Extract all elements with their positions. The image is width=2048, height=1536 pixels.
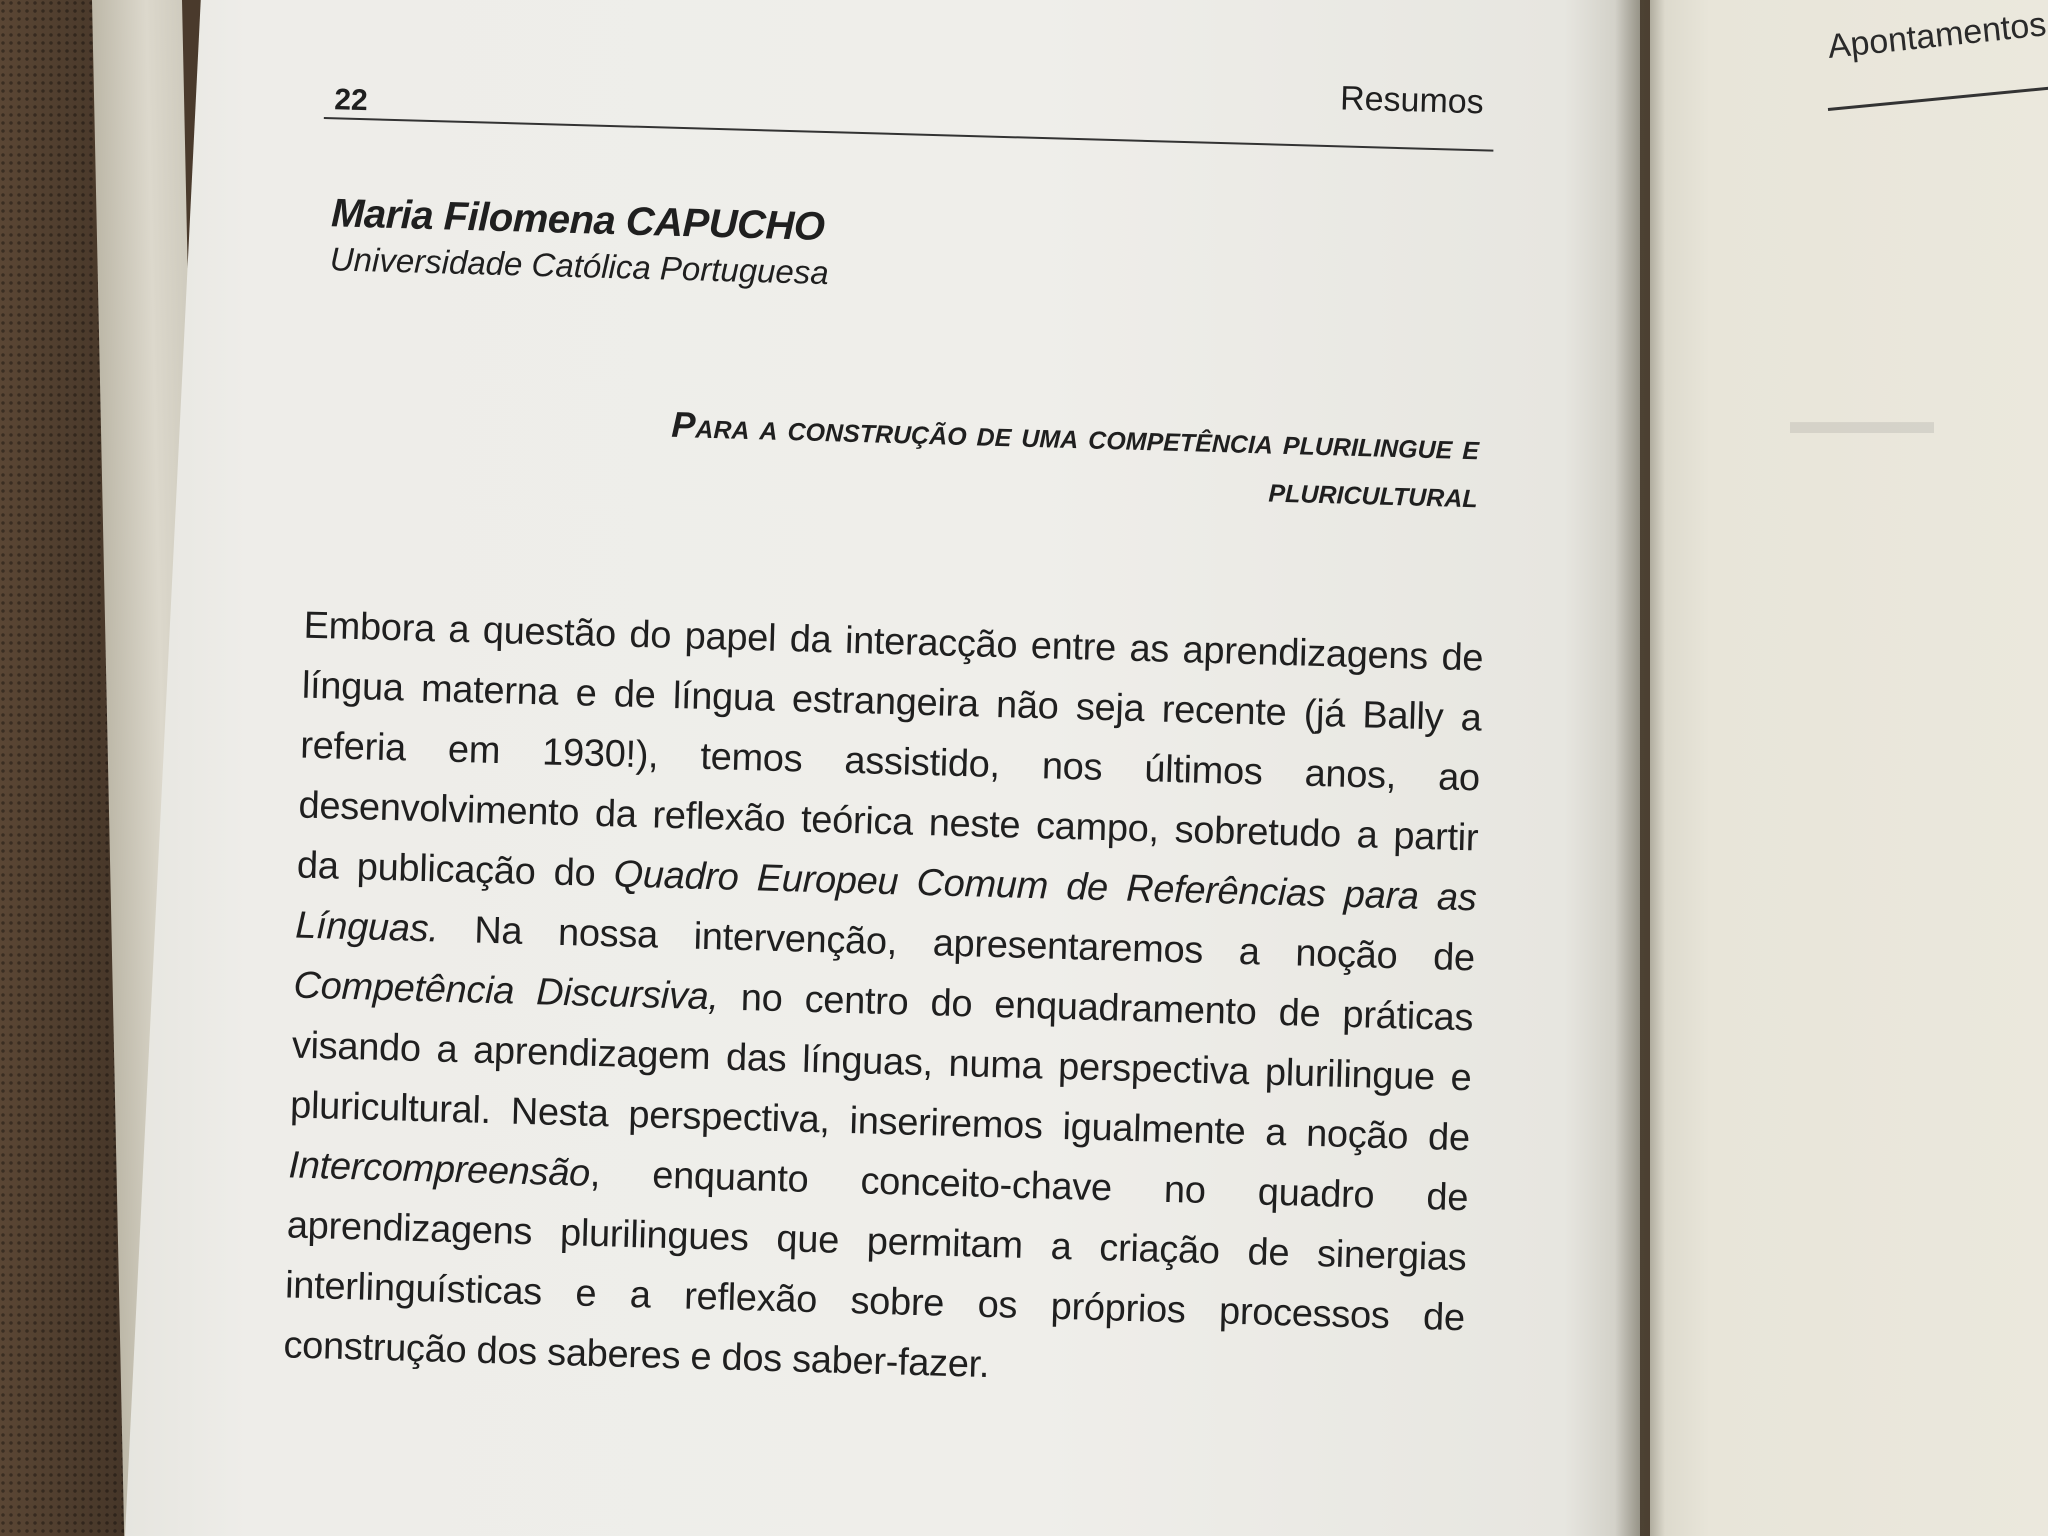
show-through-text: ▬▬▬▬ bbox=[1790, 400, 1934, 441]
body-segment-3: no centro do enquadramento de práticas visando a aprendizagem das línguas, numa perspectiva plurilingue e pluricultural. Nesta perspectiva, inseriremos igualmente a noção de bbox=[289, 976, 1474, 1160]
book-gutter bbox=[1615, 0, 1665, 1536]
body-segment-4: , enquanto conceito-chave no quadro de aprendizagens plurilingues que permitam a criação de sinergias interlinguísticas e a reflexão sobre os próprios processos de construção dos saberes e dos saber-fazer. bbox=[282, 1152, 1469, 1387]
right-page bbox=[1650, 0, 2048, 1536]
body-segment-2: Na nossa intervenção, apresentaremos a noção de bbox=[438, 908, 1476, 980]
body-italic-discursive-competence: Competência Discursiva, bbox=[293, 964, 720, 1019]
right-running-header: Apontamentos bbox=[1825, 5, 2048, 67]
running-header: Resumos bbox=[1339, 79, 1485, 122]
author-affiliation: Universidade Católica Portuguesa bbox=[329, 240, 830, 292]
body-italic-framework: Quadro Europeu Comum de Referências para as Línguas. bbox=[294, 853, 1478, 951]
body-segment-1: Embora a questão do papel da interacção entre as aprendizagens de língua materna e de língua estrangeira não seja recente (já Bally a referia em 1930!), temos assistido, nos últimos anos, ao desenvolvimento da reflexão teórica neste campo, sobretudo a partir da publicação do bbox=[296, 604, 1484, 896]
author-block bbox=[329, 191, 830, 292]
page-number: 22 bbox=[333, 83, 369, 118]
abstract-body bbox=[283, 596, 1484, 1409]
author-name: Maria Filomena CAPUCHO bbox=[330, 191, 826, 249]
abstract-title-line-1: Para a construção de uma competência plurilingue e bbox=[670, 403, 1480, 468]
body-italic-intercomprehension: Intercompreensão bbox=[287, 1144, 591, 1195]
abstract-title-line-2: pluricultural bbox=[1268, 468, 1479, 516]
